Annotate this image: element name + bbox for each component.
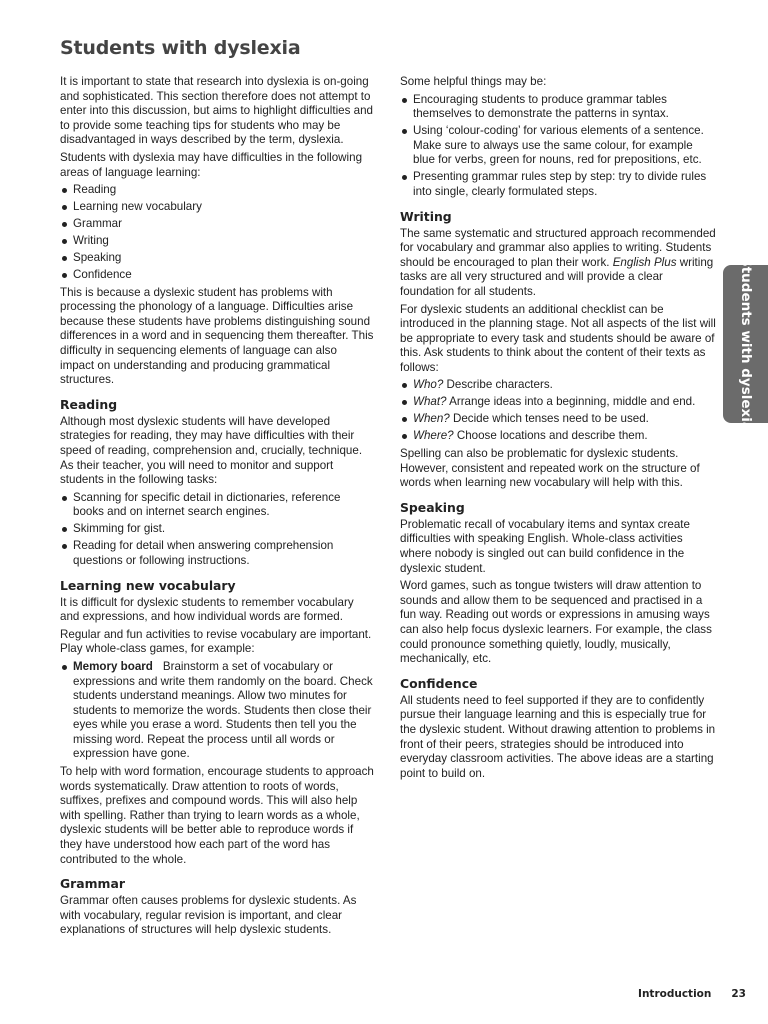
grammar-paragraph: Grammar often causes problems for dyslexic students. As with vocabulary, regular revision is important, and clear explanations of structures will help dyslexic students.	[60, 894, 357, 937]
list-item: Scanning for specific detail in dictionaries, reference books and on internet search engines.	[60, 491, 374, 520]
vocabulary-paragraph: To help with word formation, encourage students to approach words systematically. Draw attention to roots of words, suffixes, prefixes and compound words. This will also help with spelling. Rather than trying to learn words as a whole, dyslexic students will be better able to reproduce words if they have understood how each part of the word has contributed to the whole.	[60, 765, 374, 866]
writing-paragraph: Spelling can also be problematic for dyslexic students. However, consistent and repeated work on the structure of words when learning new vocabulary will help with this.	[400, 447, 700, 490]
list-item: Speaking	[60, 251, 374, 266]
list-item	[400, 378, 716, 393]
writing-checklist	[400, 378, 716, 444]
intro-paragraph: Students with dyslexia may have difficulties in the following areas of language learning:	[60, 150, 363, 179]
list-item: Reading for detail when answering comprehension questions or following instructions.	[60, 539, 374, 568]
section-side-tab	[723, 257, 768, 431]
checklist-answer: Arrange ideas into a beginning, middle and end.	[446, 395, 696, 409]
list-item: Confidence	[60, 268, 374, 283]
intro-paragraph: It is important to state that research into dyslexia is on-going and sophisticated. This section therefore does not attempt to enter into this discussion, but aims to highlight difficulties and to provide some teaching tips for students who may be disadvantaged in ways described by the term, dyslexia.	[60, 75, 373, 147]
section-heading-writing: Writing	[400, 208, 452, 224]
checklist-question: Who?	[413, 378, 444, 392]
list-item	[400, 412, 716, 427]
writing-text: writing tasks are all very structured and will provide a clear foundation for all students.	[400, 255, 714, 298]
game-description: Brainstorm a set of vocabulary or expressions and write them randomly on the board. Check students understand meanings. Allow two minutes for students to memorize the words. Students then close their eyes while you erase a word. Students then tell you the missing word. Repeat the process until all words or expression have gone.	[73, 659, 373, 761]
writing-paragraph	[400, 227, 716, 300]
list-item	[400, 395, 716, 410]
areas-list	[60, 183, 374, 283]
checklist-question: Where?	[413, 429, 454, 443]
list-item: Presenting grammar rules step by step: try to divide rules into single, clearly formulated steps.	[400, 170, 716, 199]
right-column	[400, 75, 716, 784]
vocabulary-paragraph: It is difficult for dyslexic students to remember vocabulary and expressions, and how individual words are formed.	[60, 595, 354, 624]
checklist-answer: Decide which tenses need to be used.	[449, 412, 649, 426]
list-item: Grammar	[60, 217, 374, 232]
section-heading-vocabulary: Learning new vocabulary	[60, 577, 236, 593]
section-heading-grammar: Grammar	[60, 876, 125, 892]
helpful-intro: Some helpful things may be:	[400, 75, 547, 88]
games-list	[60, 660, 374, 762]
list-item	[400, 429, 716, 444]
confidence-paragraph: All students need to feel supported if they are to confidently pursue their language learning and this is especially true for the dyslexic student. Without drawing attention to problems in front of their peers, strategies should be introduced into everyday classroom activities. The above ideas are a starting point to build on.	[400, 693, 716, 780]
intro-paragraph: This is because a dyslexic student has problems with processing the phonology of a language. Difficulties arise because these students have problems distinguishing sound differences in a word and in sequencing them thereafter. This difficulty in sequencing elements of language can also impact on understanding and producing grammatical structures.	[60, 285, 374, 387]
page-number: 23	[731, 988, 746, 1000]
writing-paragraph: For dyslexic students an additional checklist can be introduced in the planning stage. Not all aspects of the list will be appropriate to every task and students should be aware of this. Ask students to think about the content of their texts as follows:	[400, 302, 716, 374]
helpful-list	[400, 93, 716, 200]
speaking-paragraph: Word games, such as tongue twisters will draw attention to sounds and allow them to be sequenced and practised in a fun way. Reading out words or expressions in amusing ways can also help focus dyslexic learners. For example, the class could pronounce something quietly, loudly, musically, mechanically, etc.	[400, 579, 712, 666]
page-footer	[600, 988, 746, 1000]
reading-paragraph: Although most dyslexic students will have developed strategies for reading, they may have difficulties with their speed of reading, comprehension and, crucially, technique. As their teacher, you will need to monitor and support students in the following tasks:	[60, 414, 363, 487]
list-item: Learning new vocabulary	[60, 200, 374, 215]
section-heading-speaking: Speaking	[400, 499, 465, 515]
book-title: English Plus	[612, 255, 677, 269]
checklist-question: What?	[413, 395, 447, 409]
footer-section: Introduction	[638, 988, 712, 1000]
list-item: Using ‘colour-coding’ for various elements of a sentence. Make sure to always use the same colour, for example blue for verbs, green for nouns, red for prepositions, etc.	[400, 124, 716, 168]
checklist-question: When?	[413, 412, 450, 426]
writing-text: The same systematic and structured approach recommended for vocabulary and grammar also applies to writing. Students should be encouraged to plan their work.	[400, 226, 716, 269]
side-tab-label: Students with dyslexia	[737, 257, 754, 431]
checklist-answer: Choose locations and describe them.	[453, 429, 648, 443]
list-item: Writing	[60, 234, 374, 249]
reading-tasks-list	[60, 491, 374, 569]
list-item: Reading	[60, 183, 374, 198]
speaking-paragraph: Problematic recall of vocabulary items and syntax create difficulties with speaking English. Whole-class activities where nobody is singled out can build confidence in the dyslexic student.	[400, 517, 690, 575]
game-term: Memory board	[73, 659, 153, 673]
checklist-answer: Describe characters.	[443, 378, 553, 392]
list-item: Skimming for gist.	[60, 522, 374, 537]
vocabulary-paragraph: Regular and fun activities to revise vocabulary are important. Play whole-class games, for example:	[60, 627, 372, 656]
left-column	[60, 75, 374, 941]
section-heading-confidence: Confidence	[400, 675, 478, 691]
page-title: Students with dyslexia	[60, 37, 301, 59]
list-item: Encouraging students to produce grammar tables themselves to demonstrate the patterns in syntax.	[400, 93, 716, 122]
section-heading-reading: Reading	[60, 396, 118, 412]
list-item	[60, 660, 374, 762]
